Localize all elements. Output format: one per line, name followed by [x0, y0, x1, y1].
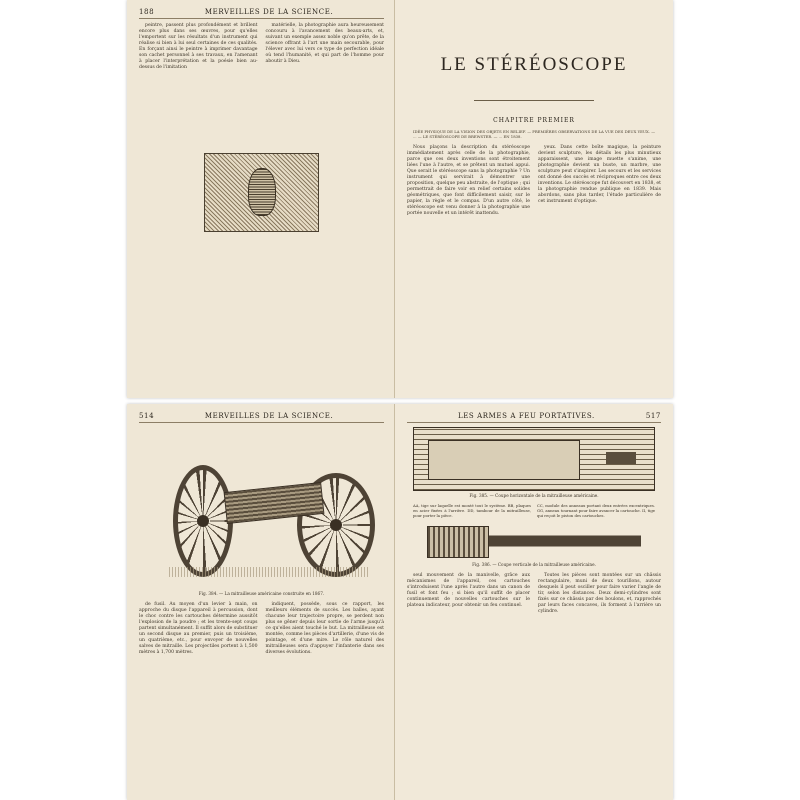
running-head — [139, 8, 384, 19]
text-column-2 — [266, 602, 385, 658]
text-column-2 — [266, 23, 385, 73]
text-column-2 — [538, 145, 661, 219]
paragraph: de fusil. Au moyen d'un levier à main, on approche du disque l'appareil à percussion, dont le choc contre les cartouches détermine aussitôt l'explosion de la poudre ; et les trente-sept coups partent simultanément. Il suffit alors de substituer un second disque au premier, puis un troisième, un quatrième, etc., pour envoyer de nouvelles salves de mitraille. Les projectiles portent à 1,500 mètres à 1,700 mètres. — [139, 602, 258, 655]
gun-wheel-left-icon — [173, 465, 233, 577]
paragraph: seul mouvement de la manivelle, grâce aux mécanismes de l'appareil, ces cartouches s'introduisent l'une après l'autre dans un canon de fusil et font feu ; si bien qu'il suffit de placer continuement de nouvelles cartouches sur le plateau indicateur, pour obtenir un feu continuel. — [407, 573, 530, 609]
running-head-title: MERVEILLES DE LA SCIENCE. — [204, 8, 334, 16]
page-517 — [395, 404, 673, 800]
chapter-label: CHAPITRE PREMIER — [493, 117, 575, 124]
ground-shading — [169, 567, 369, 577]
figure-legend — [413, 504, 655, 518]
page-number: 188 — [139, 8, 155, 16]
figure-caption: Fig. 385. — Coupe horizontale de la mitrailleuse américaine. — [469, 493, 599, 498]
mechanism-section — [428, 440, 580, 480]
running-head-title: LES ARMES A FEU PORTATIVES. — [457, 412, 595, 420]
page-stereoscope — [395, 0, 673, 398]
text-column-1 — [139, 602, 258, 658]
bearded-face-ornament-icon — [204, 153, 319, 232]
text-columns — [139, 602, 384, 658]
figure-caption: Fig. 384. — La mitrailleuse américaine construite en 1867. — [198, 591, 325, 596]
page-188 — [127, 0, 395, 398]
text-columns — [139, 23, 384, 73]
bottom-book-spread — [127, 404, 673, 800]
chapter-summary: IDÉE PHYSIQUE DE LA VISION DES OBJETS EN RELIEF. — PREMIÈRES OBSERVATIONS DE LA VUE DES DEUX YEUX. — ... — LE STÉRÉOSCOPE DE BREWSTER. — ... EN 1838. — [413, 129, 655, 139]
horizontal-section-diagram — [413, 427, 655, 491]
running-head-title: MERVEILLES DE LA SCIENCE. — [204, 412, 334, 420]
breech-mechanism — [427, 526, 489, 558]
legend-column-2: CC, module des anneaux portant deux entrées excentriques. GG, anneau tournant pour faire avancer la cartouche. II, tige qui reçoit le piston des cartouches. — [537, 503, 655, 518]
paragraph: peintre, passent plus profondément et brillent encore plus dans ses œuvres, pour qu'elles l'emportent sur les résultats d'un instrument qui réalise si bien à lui seul certaines de ces qualités. En forçant ainsi le peintre à imprimer davantage son cachet personnel à ses travaux, en l'amenant à placer l'interprétation et la poésie bien au-dessus de l'imitation — [139, 23, 258, 70]
face-mask-icon — [248, 168, 276, 216]
paragraph: Nous plaçons la description du stéréoscope immédiatement après celle de la photographie, parce que ces deux inventions sont étroitement liées l'une à l'autre, et se prêtent un mutuel appui. Que serait le stéréoscope sans la photographie ? Un instrument qui servirait à démontrer une proposition, quelque peu abstraite, de l'optique ; qui permettrait de faire voir en relief certains solides géométriques, que font difficilement saisir, sur le papier, la règle et le compas. D'un autre côté, le stéréoscope est venu donner à la photographie une portée nouvelle et un intérêt inattendu. — [407, 145, 530, 216]
text-column-1 — [407, 145, 530, 219]
top-book-spread — [127, 0, 673, 398]
title-divider — [474, 100, 594, 101]
legend-column-1: AA, tige sur laquelle est monté tout le système. BB, plaques en acier fixées à l'arrière. DD, tambour de la mitrailleuse, pour porter la pièce. — [413, 503, 531, 518]
paragraph: matérielle, la photographie aura heureusement concouru à l'avancement des beaux-arts, et, suivant un exemple assez noble qu'on prête, de la science offrant à l'art une main secourable, pour l'élever avec lui vers ce type de perfection idéale où tend l'humanité, et qui part de l'homme pour aboutir à Dieu. — [265, 23, 384, 64]
page-number: 517 — [645, 412, 661, 420]
page-number: 514 — [139, 412, 155, 420]
gatling-gun-illustration — [139, 427, 384, 589]
paragraph: yeux. Dans cette boîte magique, la peinture devient sculpture, les détails les plus minutieux apparaissent, une image muette s'anime, une photographie devient un buste, un marbre, une sculpture peut s'inspirer. Les secours et les services ont donné des succès et réciproques entre ces deux inventions. Le stéréoscope fut découvert en 1838, et la photographie rendue publique en 1839. Mais abordons, sans plus tarder, l'étude particulière de cet instrument d'optique. — [538, 145, 661, 204]
text-column-1 — [407, 573, 530, 617]
text-columns — [407, 145, 661, 219]
text-column-2 — [538, 573, 661, 617]
page-514 — [127, 404, 395, 800]
chapter-title: LE STÉRÉOSCOPE — [440, 54, 628, 75]
text-columns — [407, 573, 661, 617]
paragraph: indiquent, possède, sous ce rapport, les meilleurs éléments de succès. Les balles, ayant chacune leur trajectoire propre, se perdent non plus se gêner depuis leur sortie de l'arme jusqu'à ce qu'elles aient touché le but. La mitrailleuse est montée, comme les pièces d'artillerie, d'une vis de pointage, et d'une mire. Le rôle naturel des mitrailleuses sera d'appuyer l'infanterie dans ses diverses évolutions. — [265, 602, 384, 655]
running-head — [139, 412, 384, 423]
paragraph: Toutes les pièces sont montées sur un châssis rectangulaire, muni de deux tourillons, autour desquels il peut osciller pour faire varier l'angle de tir, selon les distances. Deux demi-cylindres sont fixés sur ce châssis par des boulons, et, rapprochés par leurs faces concaves, ils forment à l'arrière un cylindre. — [538, 573, 661, 615]
vertical-section-diagram — [427, 522, 641, 560]
figure-caption: Fig. 386. — Coupe verticale de la mitrailleuse américaine. — [472, 562, 596, 568]
text-column-1 — [139, 23, 258, 73]
running-head — [407, 412, 661, 423]
barrel-muzzle — [606, 452, 636, 464]
